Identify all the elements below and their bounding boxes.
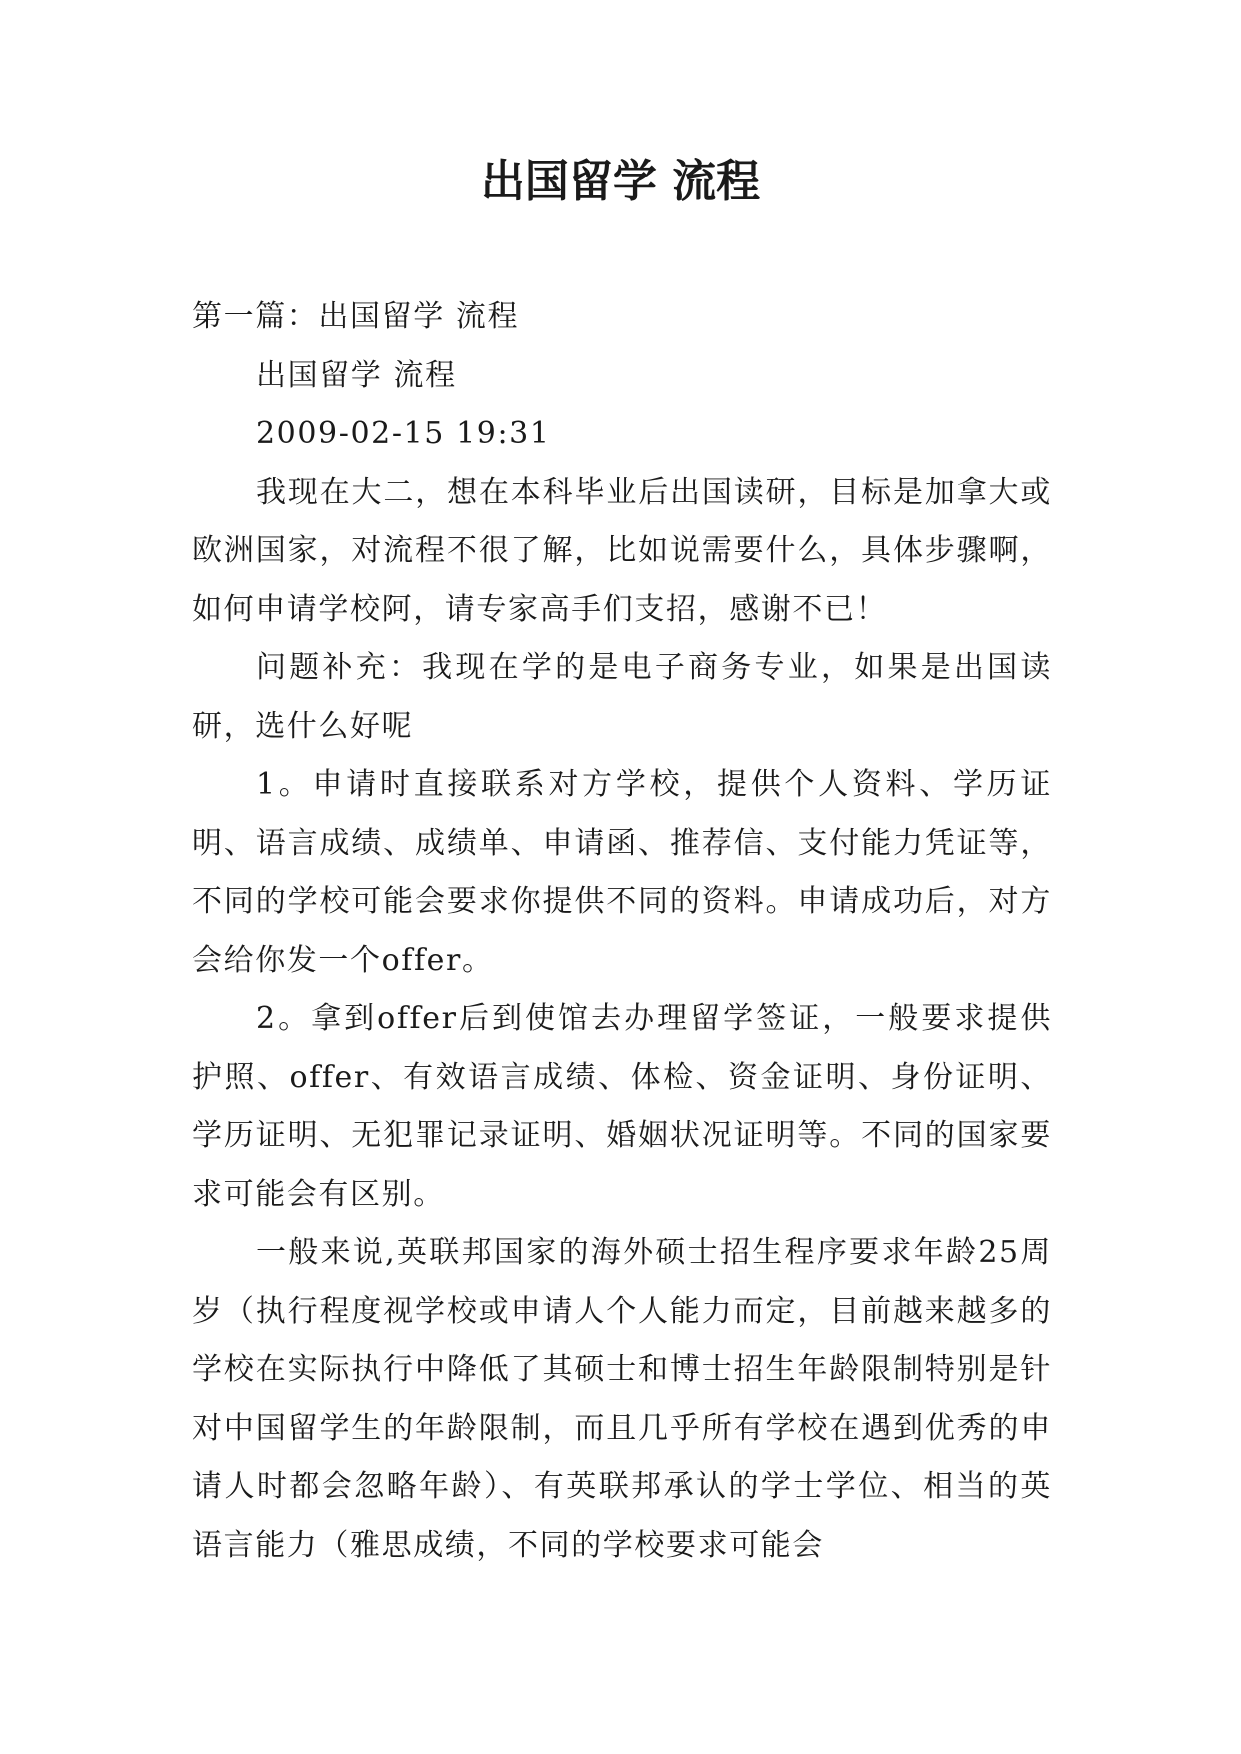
paragraph-timestamp: 2009-02-15 19:31 bbox=[256, 416, 551, 451]
paragraph-subtitle: 出国留学 流程 bbox=[256, 357, 457, 393]
paragraph-requirements: 一般来说,英联邦国家的海外硕士招生程序要求年龄25周岁（执行程度视学校或申请人个人能力而定，目前越来越多的学校在实际执行中降低了其硕士和博士招生年龄限制特别是针对中国留学生的年龄限制，而且几乎所有学校在遇到优秀的申请人时都会忽略年龄）、有英联邦承认的学士学位、相当的英语言能力（雅思成绩，不同的学校要求可能会 bbox=[192, 1235, 1052, 1563]
document-title: 出国留学 流程 bbox=[480, 156, 761, 207]
paragraph-question: 我现在大二，想在本科毕业后出国读研，目标是加拿大或欧洲国家，对流程不很了解，比如说需要什么，具体步骤啊，如何申请学校阿，请专家高手们支招，感谢不已！ bbox=[192, 474, 1052, 627]
section-heading: 第一篇：出国留学 流程 bbox=[192, 299, 520, 334]
paragraph-question-supplement: 问题补充：我现在学的是电子商务专业，如果是出国读研，选什么好呢 bbox=[192, 650, 1052, 744]
paragraph-step-1: 1。申请时直接联系对方学校，提供个人资料、学历证明、语言成绩、成绩单、申请函、推荐信、支付能力凭证等，不同的学校可能会要求你提供不同的资料。申请成功后，对方会给你发一个offer。 bbox=[192, 767, 1052, 978]
document-body bbox=[192, 288, 1052, 1575]
paragraph-step-2: 2。拿到offer后到使馆去办理留学签证，一般要求提供护照、offer、有效语言成绩、体检、资金证明、身份证明、学历证明、无犯罪记录证明、婚姻状况证明等。不同的国家要求可能会有区别。 bbox=[192, 1001, 1052, 1212]
